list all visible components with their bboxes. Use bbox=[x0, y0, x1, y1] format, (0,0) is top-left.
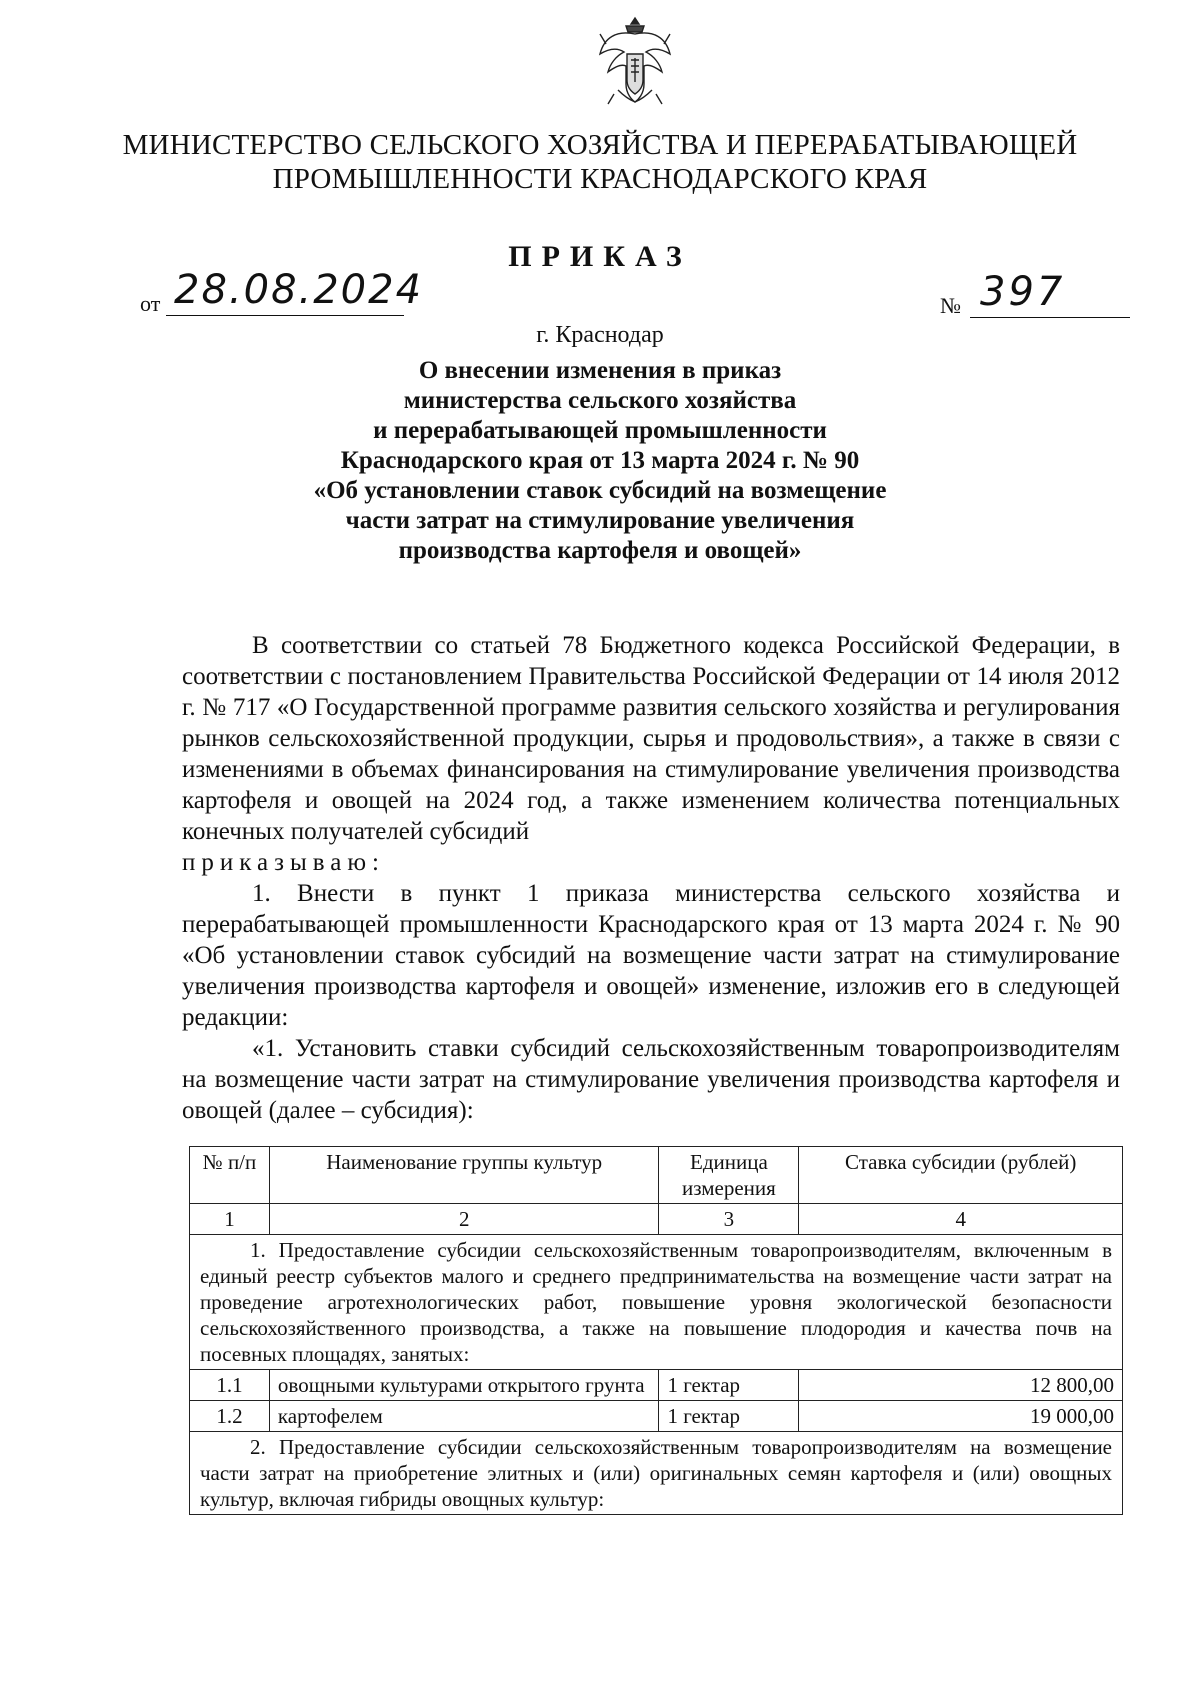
column-number: 2 bbox=[269, 1204, 659, 1235]
city: г. Краснодар bbox=[536, 322, 664, 348]
subject-line: Краснодарского края от 13 марта 2024 г. № 90 bbox=[340, 447, 860, 474]
subsidy-rates-table bbox=[189, 1146, 1123, 1515]
ministry-name-line2: ПРОМЫШЛЕННОСТИ КРАСНОДАРСКОГО КРАЯ bbox=[272, 163, 928, 195]
header-rate: Ставка субсидии (рублей) bbox=[799, 1147, 1123, 1204]
order-word: приказываю: bbox=[182, 849, 385, 876]
subject-line: «Об установлении ставок субсидий на возмещение bbox=[313, 477, 887, 504]
subject-line: производства картофеля и овощей» bbox=[398, 537, 802, 564]
subject-line: О внесении изменения в приказ bbox=[418, 357, 782, 384]
header-num: № п/п bbox=[190, 1147, 270, 1204]
row-crop: овощными культурами открытого грунта bbox=[269, 1370, 659, 1401]
column-number: 4 bbox=[799, 1204, 1123, 1235]
date-number-row bbox=[140, 265, 1100, 325]
section-2-text: 2. Предоставление субсидии сельскохозяйственным товаропроизводителям на возмещение части затрат на приобретение элитных и (или) оригинальных семян картофеля и (или) овощных культур, включая гибриды овощных культур: bbox=[200, 1435, 1112, 1511]
document-subject bbox=[150, 356, 1050, 566]
row-unit: 1 гектар bbox=[659, 1370, 799, 1401]
row-crop: картофелем bbox=[269, 1401, 659, 1432]
subject-line: министерства сельского хозяйства bbox=[403, 387, 797, 414]
row-rate: 19 000,00 bbox=[799, 1401, 1123, 1432]
header-crop-group: Наименование группы культур bbox=[269, 1147, 659, 1204]
row-rate: 12 800,00 bbox=[799, 1370, 1123, 1401]
document-body bbox=[182, 630, 1120, 1126]
table-section-row bbox=[190, 1235, 1123, 1370]
header-unit: Единица измерения bbox=[659, 1147, 799, 1204]
subject-line: и перерабатывающей промышленности bbox=[373, 417, 827, 444]
column-number: 1 bbox=[190, 1204, 270, 1235]
table-section-row bbox=[190, 1432, 1123, 1515]
table-header-row bbox=[190, 1147, 1123, 1204]
table-row bbox=[190, 1370, 1123, 1401]
row-unit: 1 гектар bbox=[659, 1401, 799, 1432]
row-num: 1.2 bbox=[190, 1401, 270, 1432]
row-num: 1.1 bbox=[190, 1370, 270, 1401]
subject-line: части затрат на стимулирование увеличения bbox=[345, 507, 855, 534]
date-label: от bbox=[140, 291, 161, 316]
document-number: 397 bbox=[970, 267, 1130, 318]
ministry-name-line1: МИНИСТЕРСТВО СЕЛЬСКОГО ХОЗЯЙСТВА И ПЕРЕРАБАТЫВАЮЩЕЙ bbox=[122, 129, 1078, 161]
document-date: 28.08.2024 bbox=[166, 265, 404, 316]
item-1-quote-paragraph: «1. Установить ставки субсидий сельскохозяйственным товаропроизводителям на возмещение части затрат на стимулирование увеличения производства картофеля и овощей (далее – субсидия): bbox=[182, 1035, 1120, 1124]
section-1-text: 1. Предоставление субсидии сельскохозяйственным товаропроизводителям, включенным в единый реестр субъектов малого и среднего предпринимательства на возмещение части затрат на проведение агротехнологических работ, повышение уровня экологической безопасности сельскохозяйственного производства, а также на повышение плодородия и качества почв на посевных площадях, занятых: bbox=[200, 1238, 1112, 1366]
table-numbering-row bbox=[190, 1204, 1123, 1235]
number-label: № bbox=[940, 293, 961, 318]
ministry-name bbox=[100, 128, 1100, 196]
coat-of-arms-icon bbox=[596, 14, 674, 110]
table-row bbox=[190, 1401, 1123, 1432]
document-type: ПРИКАЗ bbox=[508, 240, 692, 273]
column-number: 3 bbox=[659, 1204, 799, 1235]
item-1-paragraph: 1. Внести в пункт 1 приказа министерства сельского хозяйства и перерабатывающей промышленности Краснодарского края от 13 марта 2024 г. № 90 «Об установлении ставок субсидий на возмещение части затрат на стимулирование увеличения производства картофеля и овощей» изменение, изложив его в следующей редакции: bbox=[182, 880, 1120, 1031]
preamble-paragraph: В соответствии со статьей 78 Бюджетного кодекса Российской Федерации, в соответствии с постановлением Правительства Российской Федерации от 14 июля 2012 г. № 717 «О Государственной программе развития сельского хозяйства и регулирования рынков сельскохозяйственной продукции, сырья и продовольствия», а также в связи с изменениями в объемах финансирования на стимулирование увеличения производства картофеля и овощей на 2024 год, а также изменением количества потенциальных конечных получателей субсидий bbox=[182, 632, 1120, 845]
